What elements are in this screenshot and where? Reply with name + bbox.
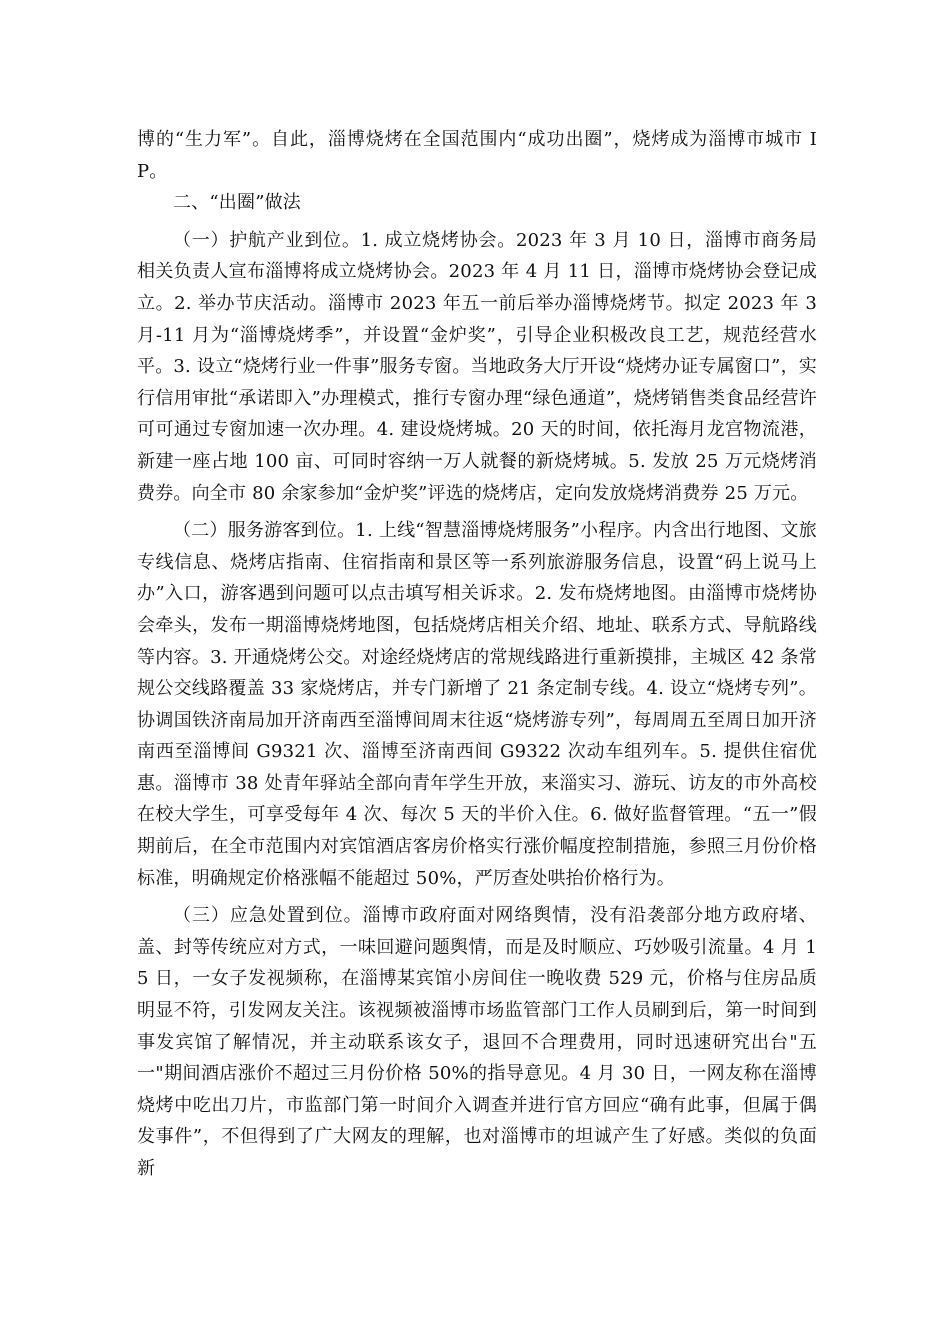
paragraph-section-1: （一）护航产业到位。1. 成立烧烤协会。2023 年 3 月 10 日，淄博市商务局相关负责人宣布淄博将成立烧烤协会。2023 年 4 月 11 日，淄博市烧烤协会登记成立。2. 举办节庆活动。淄博市 2023 年五一前后举办淄博烧烤节。拟定 2023 年 3 月-11 月为“淄博烧烤季”，并设置“金炉奖”，引导企业积极改良工艺，规范经营水平。3. 设立“烧烤行业一件事”服务专窗。当地政务大厅开设“烧烤办证专属窗口”，实行信用审批“承诺即入”办理模式，推行专窗办理“绿色通道”，烧烤销售类食品经营许可可通过专窗加速一次办理。4. 建设烧烤城。20 天的时间，依托海月龙宫物流港，新建一座占地 100 亩、可同时容纳一万人就餐的新烧烤城。5. 发放 25 万元烧烤消费券。向全市 80 余家参加“金炉奖”评选的烧烤店，定向发放烧烤消费券 25 万元。 xyxy=(137,229,817,504)
paragraph-section-3: （三）应急处置到位。淄博市政府面对网络舆情，没有沿袭部分地方政府堵、盖、封等传统应对方式，一味回避问题舆情，而是及时顺应、巧妙吸引流量。4 月 15 日，一女子发视频称，在淄博某宾馆小房间住一晚收费 529 元，价格与住房品质明显不符，引发网友关注。该视频被淄博市场监管部门工作人员刷到后，第一时间到事发宾馆了解情况，并主动联系该女子，退回不合理费用，同时迅速研究出台"五一"期间酒店涨价不超过三月份价格 50%的指导意见。4 月 30 日，一网友称在淄博烧烤中吃出刀片，市监部门第一时间介入调查并进行官方回应“确有此事，但属于偶发事件”，不但得到了广大网友的理解，也对淄博市的坦诚产生了好感。类似的负面新 xyxy=(137,905,817,1179)
section-heading: 二、“出圈”做法 xyxy=(173,192,302,214)
paragraph-section-2: （二）服务游客到位。1. 上线“智慧淄博烧烤服务”小程序。内含出行地图、文旅专线信息、烧烤店指南、住宿指南和景区等一系列旅游服务信息，设置“码上说马上办”入口，游客遇到问题可以点击填写相关诉求。2. 发布烧烤地图。由淄博市烧烤协会牵头，发布一期淄博烧烤地图，包括烧烤店相关介绍、地址、联系方式、导航路线等内容。3. 开通烧烤公交。对途经烧烤店的常规线路进行重新摸排，主城区 42 条常规公交线路覆盖 33 家烧烤店，并专门新增了 21 条定制专线。4. 设立“烧烤专列”。协调国铁济南局加开济南西至淄博间周末往返“烧烤游专列”，每周周五至周日加开济南西至淄博间 G9321 次、淄博至济南西间 G9322 次动车组列车。5. 提供住宿优惠。淄博市 38 处青年驿站全部向青年学生开放，来淄实习、游玩、访友的市外高校在校大学生，可享受每年 4 次、每次 5 天的半价入住。6. 做好监督管理。“五一”假期前后，在全市范围内对宾馆酒店客房价格实行涨价幅度控制措施，参照三月份价格标准，明确规定价格涨幅不能超过 50%，严厉查处哄抬价格行为。 xyxy=(137,520,817,889)
document-page xyxy=(137,124,817,1185)
paragraph-intro-continuation: 博的“生力军”。自此，淄博烧烤在全国范围内“成功出圈”，烧烤成为淄博市城市 IP。 xyxy=(137,129,817,182)
